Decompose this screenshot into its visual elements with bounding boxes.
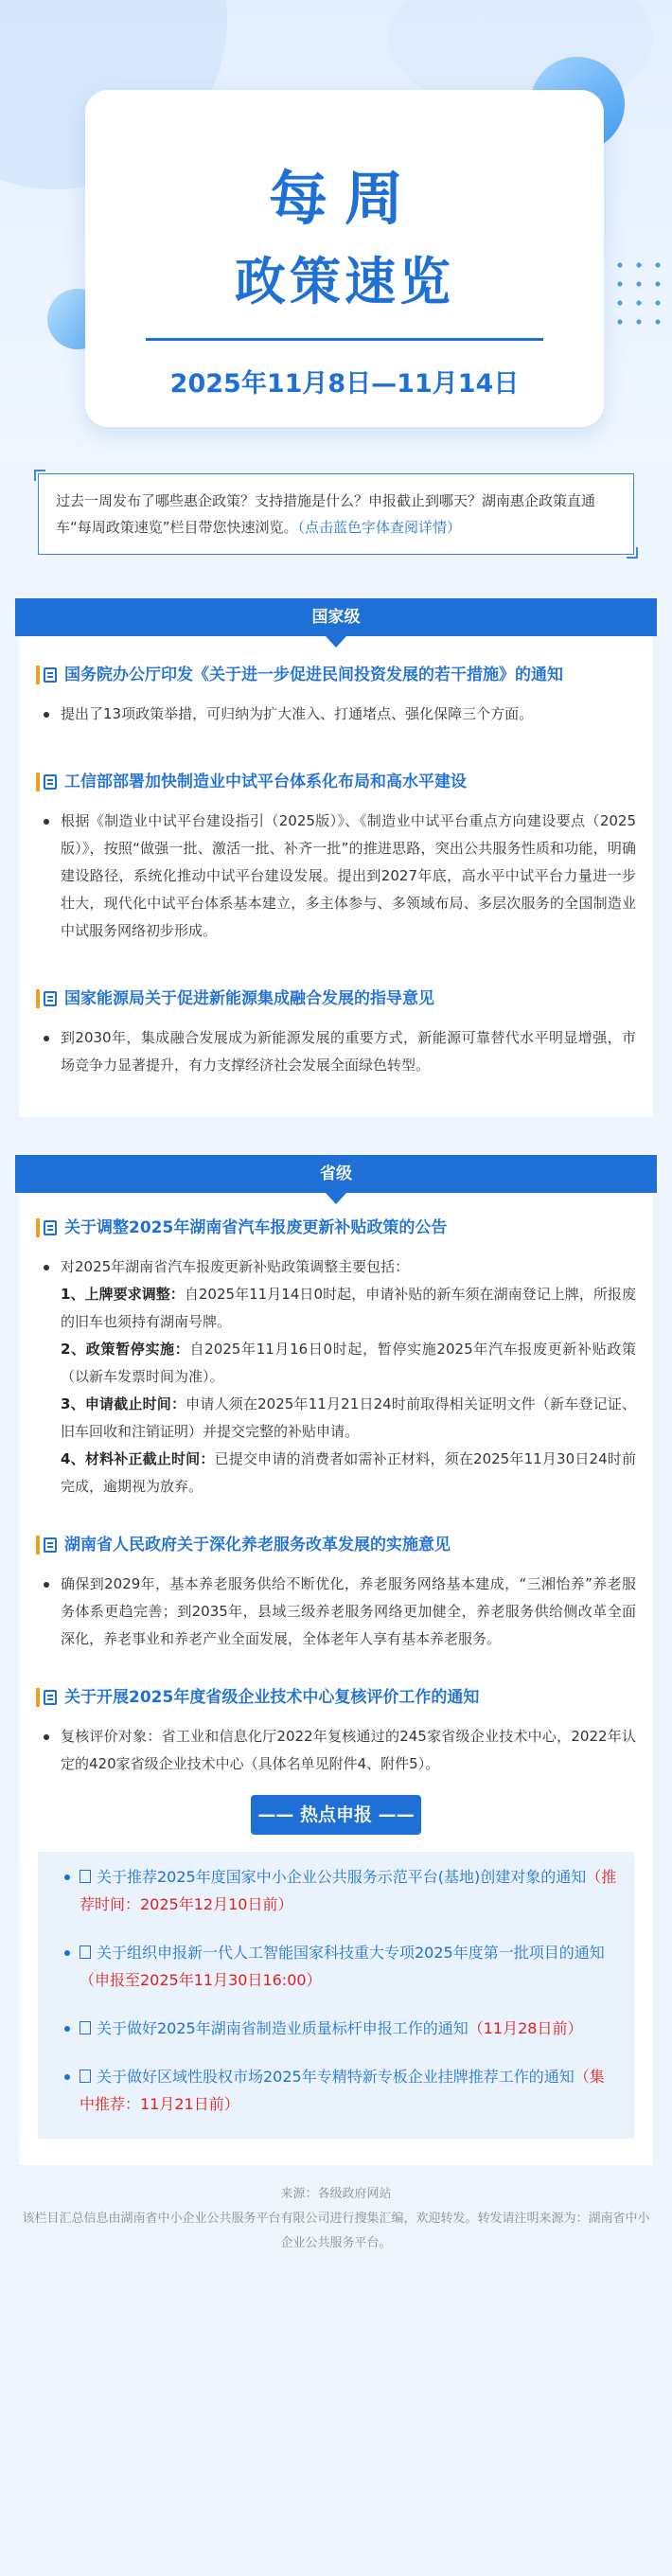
- bullet-text: 复核评价对象：省工业和信息化厅2022年复核通过的245家省级企业技术中心，2022年认定的420家省级企业技术中心（具体名单见附件4、附件5）。: [36, 1723, 636, 1778]
- bullet-text: 对2025年湖南省汽车报废更新补贴政策调整主要包括：: [36, 1253, 636, 1281]
- hotspot-item[interactable]: [59, 2015, 617, 2042]
- national-section: [19, 598, 653, 1117]
- policy-item[interactable]: [19, 636, 653, 728]
- accent-bar: [36, 1536, 40, 1554]
- intro-wrapper: [28, 398, 644, 549]
- hero-title-line2: 政策速览: [235, 252, 454, 311]
- sub-text: 自2025年11月14日0时起，申请补贴的新车须在湖南登记上牌，所报废的旧车也须持有湖南号牌。: [61, 1286, 636, 1330]
- policy-bullets: [36, 1557, 636, 1653]
- policy-title-text[interactable]: 工信部部署加快制造业中试平台体系化布局和高水平建设: [64, 773, 467, 791]
- bullet-text: 确保到2029年，基本养老服务供给不断优化，养老服务网络基本建成，“三湘怡养”养老服务体系更趋完善；到2035年，县域三级养老服务网络更加健全，养老服务供给侧改革全面深化，养老事业和养老产业全面发展，全体老年人享有基本养老服务。: [36, 1571, 636, 1653]
- band-label: 省级: [320, 1164, 352, 1183]
- document-icon: [80, 1945, 91, 1959]
- policy-item[interactable]: [19, 1193, 653, 1501]
- hotspot-deadline: （集中推荐：11月21日前）: [80, 2068, 605, 2113]
- sub-item: [36, 1391, 636, 1446]
- policy-title[interactable]: [36, 1216, 636, 1240]
- band-arrow: [326, 636, 346, 648]
- accent-bar: [36, 666, 40, 684]
- policy-title-text[interactable]: 国家能源局关于促进新能源集成融合发展的指导意见: [64, 989, 434, 1008]
- section-band-provincial: [15, 1155, 657, 1193]
- policy-item[interactable]: [19, 728, 653, 945]
- hero-card: [85, 90, 604, 427]
- sub-item: [36, 1446, 636, 1501]
- hotspot-deadline: （推荐时间：2025年12月10日前）: [80, 1868, 617, 1913]
- policy-title[interactable]: [36, 770, 636, 794]
- policy-title-text[interactable]: 湖南省人民政府关于深化养老服务改革发展的实施意见: [64, 1536, 451, 1554]
- hotspot-item[interactable]: [59, 1939, 617, 1994]
- sub-label: 4、材料补正截止时间：: [61, 1450, 215, 1467]
- hotspot-item[interactable]: [59, 2063, 617, 2118]
- sub-label: 2、政策暂停实施：: [61, 1341, 190, 1358]
- accent-bar: [36, 1218, 40, 1237]
- document-icon: [44, 1220, 57, 1235]
- policy-title-text[interactable]: 国务院办公厅印发《关于进一步促进民间投资发展的若干措施》的通知: [64, 666, 563, 684]
- divider: [146, 338, 543, 341]
- hotspot-link[interactable]: 关于组织申报新一代人工智能国家科技重大专项2025年度第一批项目的通知: [97, 1944, 605, 1962]
- policy-title[interactable]: [36, 986, 636, 1011]
- intro-text: 过去一周发布了哪些惠企政策？支持措施是什么？申报截止到哪天？湖南惠企政策直通车“每周政策速览”栏目带您快速浏览。: [56, 492, 596, 536]
- policy-item[interactable]: [19, 1653, 653, 1778]
- hotspot-list: [38, 1852, 634, 2139]
- document-icon: [44, 667, 57, 683]
- hotspot-header: [19, 1778, 653, 1835]
- sub-item: [36, 1281, 636, 1336]
- document-icon: [80, 2070, 91, 2083]
- hotspot-label: —— 热点申报 ——: [251, 1795, 421, 1835]
- bullet-text: 提出了13项政策举措，可归纳为扩大准入、打通堵点、强化保障三个方面。: [36, 701, 636, 728]
- policy-title-text[interactable]: 关于开展2025年度省级企业技术中心复核评价工作的通知: [64, 1688, 480, 1707]
- policy-bullets: [36, 1710, 636, 1778]
- provincial-section: [19, 1155, 653, 2165]
- date-range: 2025年11月8日—11月14日: [169, 369, 520, 399]
- policy-bullets: [36, 1011, 636, 1079]
- sub-label: 1、上牌要求调整：: [61, 1286, 185, 1303]
- footer-note: 该栏目汇总信息由湖南省中小企业公共服务平台有限公司进行搜集汇编，欢迎转发。转发请注明来源为：湖南省中小企业公共服务平台。: [22, 2212, 650, 2250]
- hotspot-item[interactable]: [59, 1863, 617, 1918]
- bullet-text: 到2030年，集成融合发展成为新能源发展的重要方式，新能源可靠替代水平明显增强，市场竞争力显著提升，有力支撑经济社会发展全面绿色转型。: [36, 1024, 636, 1079]
- document-icon: [44, 1537, 57, 1553]
- sub-text: 申请人须在2025年11月21日24时前取得相关证明文件（新车登记证、旧车回收和注销证明）并提交完整的补贴申请。: [61, 1395, 636, 1440]
- policy-bullets: [36, 794, 636, 945]
- document-icon: [44, 774, 57, 790]
- policy-item[interactable]: [19, 1501, 653, 1653]
- hero-title-line1: 每周: [268, 164, 420, 233]
- intro-link-hint: （点击蓝色字体查阅详情）: [297, 519, 462, 536]
- document-icon: [44, 991, 57, 1006]
- section-band-national: [15, 598, 657, 636]
- policy-bullets: [36, 687, 636, 728]
- policy-bullets: [36, 1240, 636, 1501]
- hotspot-link[interactable]: 关于做好2025年湖南省制造业质量标杆申报工作的通知: [97, 2019, 469, 2037]
- document-icon: [44, 1690, 57, 1705]
- sub-text: 自2025年11月16日0时起，暂停实施2025年汽车报废更新补贴政策（以新车发票时间为准）。: [61, 1341, 636, 1385]
- footer-source: 来源：各级政府网站: [280, 2187, 392, 2201]
- sub-text: 已提交申请的消费者如需补正材料，须在2025年11月30日24时前完成，逾期视为放弃。: [61, 1450, 636, 1495]
- document-icon: [80, 1870, 91, 1883]
- hotspot-deadline: （申报至2025年11月30日16:00）: [80, 1971, 322, 1989]
- band-label: 国家级: [311, 608, 361, 627]
- policy-title[interactable]: [36, 663, 636, 687]
- policy-title-text[interactable]: 关于调整2025年湖南省汽车报废更新补贴政策的公告: [64, 1218, 448, 1237]
- sub-label: 3、申请截止时间：: [61, 1395, 186, 1412]
- accent-bar: [36, 1688, 40, 1707]
- intro-box: [38, 473, 634, 555]
- footer: [0, 2165, 672, 2267]
- accent-bar: [36, 989, 40, 1008]
- band-arrow: [326, 1193, 346, 1204]
- hotspot-link[interactable]: 关于做好区域性股权市场2025年专精特新专板企业挂牌推荐工作的通知: [97, 2068, 575, 2086]
- policy-title[interactable]: [36, 1533, 636, 1557]
- bullet-text: 根据《制造业中试平台建设指引（2025版）》、《制造业中试平台重点方向建设要点（2025版）》，按照“做强一批、激活一批、补齐一批”的推进思路，突出公共服务性质和功能，明确建设路径，系统化推动中试平台建设发展。提出到2027年底，高水平中试平台力量进一步壮大，现代化中试平台体系基本建立，多主体参与、多领域布局、多层次服务的全国制造业中试服务网络初步形成。: [36, 808, 636, 945]
- document-icon: [80, 2021, 91, 2034]
- hero-banner: [0, 0, 672, 464]
- hotspot-deadline: （11月28日前）: [468, 2019, 583, 2037]
- policy-item[interactable]: [19, 945, 653, 1079]
- accent-bar: [36, 773, 40, 791]
- sub-item: [36, 1336, 636, 1391]
- hotspot-link[interactable]: 关于推荐2025年度国家中小企业公共服务示范平台(基地)创建对象的通知: [97, 1868, 587, 1886]
- policy-title[interactable]: [36, 1685, 636, 1710]
